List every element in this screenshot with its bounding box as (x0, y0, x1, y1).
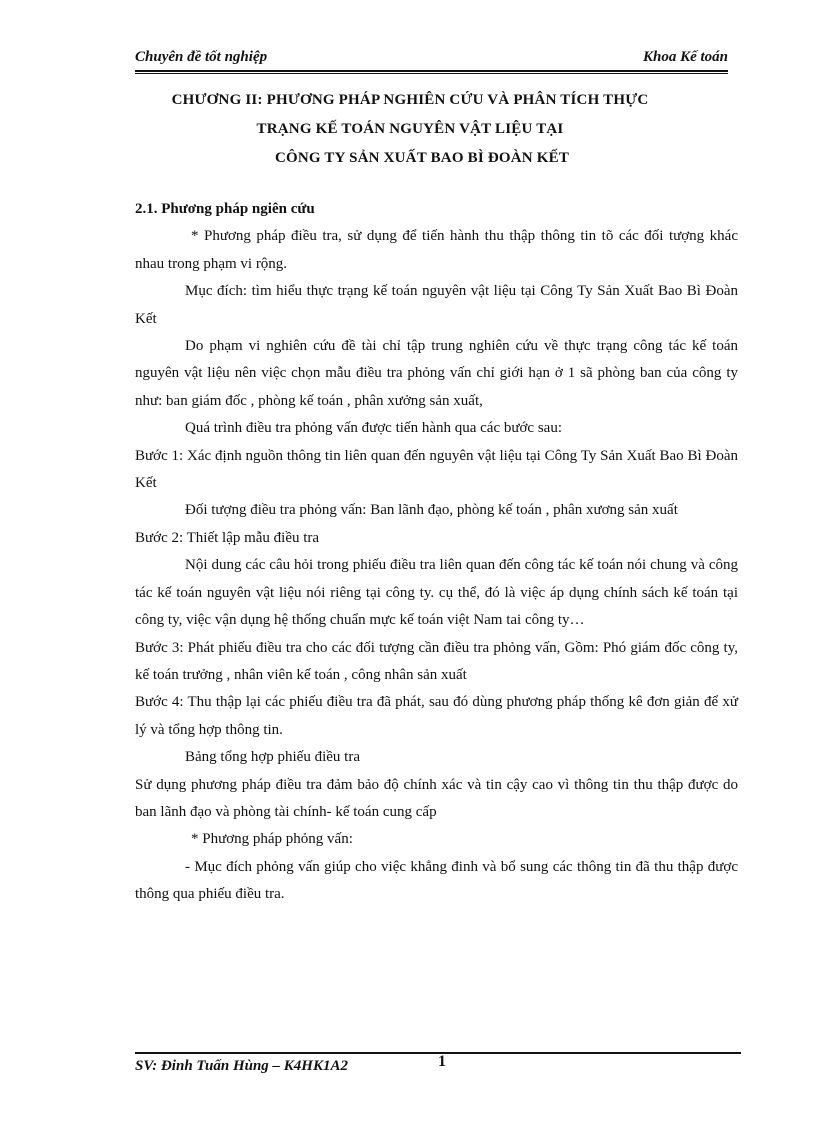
paragraph-step3: Bước 3: Phát phiếu điều tra cho các đối tượng cần điều tra phỏng vấn, Gồm: Phó giám đốc công ty, kế toán trưởng , nhân viên kế toán , công nhân sản xuất (135, 639, 738, 683)
paragraph-accuracy: Sử dụng phương pháp điều tra đảm bảo độ chính xác và tin cậy cao vì thông tin thu thập được do ban lãnh đạo và phòng tài chính- kế toán cung cấp (135, 776, 738, 820)
page-header (135, 46, 728, 70)
paragraph-survey-method: * Phương pháp điều tra, sử dụng để tiến hành thu thập thông tin tõ các đối tượng khác nhau trong phạm vi rộng. (135, 228, 738, 272)
header-left: Chuyên đề tốt nghiệp (135, 49, 268, 65)
paragraph-step4: Bước 4: Thu thập lại các phiếu điều tra đã phát, sau đó dùng phương pháp thống kê đơn giản để xử lý và tổng hợp thông tin. (135, 694, 738, 738)
footer-author: SV: Đinh Tuấn Hùng – K4HK1A2 (135, 1058, 348, 1074)
page-number: 1 (438, 1053, 446, 1070)
paragraph-purpose: Mục đích: tìm hiểu thực trạng kế toán nguyên vật liệu tại Công Ty Sản Xuất Bao Bì Đoàn Kết (135, 283, 738, 327)
paragraph-process: Quá trình điều tra phỏng vấn được tiến hành qua các bước sau: (185, 420, 563, 437)
paragraph-subjects: Đối tượng điều tra phỏng vấn: Ban lãnh đạo, phòng kế toán , phân xương sản xuất (185, 502, 678, 519)
paragraph-interview-method: * Phương pháp phỏng vấn: (191, 831, 353, 848)
paragraph-summary-table: Bảng tổng hợp phiếu điều tra (185, 749, 360, 766)
document-body (135, 196, 738, 909)
paragraph-step1: Bước 1: Xác định nguồn thông tin liên quan đến nguyên vật liệu tại Công Ty Sản Xuất Bao Bì Đoàn Kết (135, 447, 738, 492)
header-right: Khoa Kế toán (642, 49, 728, 65)
chapter-title-line2: TRẠNG KẾ TOÁN NGUYÊN VẬT LIỆU TẠI (256, 121, 564, 137)
paragraph-scope: Do phạm vi nghiên cứu đề tài chỉ tập trung nghiên cứu về thực trạng công tác kế toán nguyên vật liệu nên việc chọn mẫu điều tra phỏng vấn chỉ giới hạn ở 1 sã phòng ban của công ty như: ban giám đốc , phòng kế toán , phân xưởng sản xuất, (135, 338, 738, 409)
chapter-title (90, 86, 730, 173)
chapter-title-line1: CHƯƠNG II: PHƯƠNG PHÁP NGHIÊN CỨU VÀ PHÂN TÍCH THỰC (171, 92, 649, 108)
chapter-title-line3: CÔNG TY SẢN XUẤT BAO BÌ ĐOÀN KẾT (274, 150, 570, 166)
section-heading: 2.1. Phương pháp ngiên cứu (135, 201, 315, 217)
paragraph-step2: Bước 2: Thiết lập mẫu điều tra (135, 529, 320, 546)
paragraph-content: Nội dung các câu hỏi trong phiếu điều tra liên quan đến công tác kế toán nói chung và công tác kế toán nguyên vật liệu nói riêng tại công ty. cụ thể, đó là việc áp dụng chính sách kế toán tại công ty, việc vận dụng hệ thống chuẩn mực kế toán việt Nam tai công ty… (135, 557, 738, 629)
paragraph-interview-purpose: - Mục đích phỏng vấn giúp cho việc khẳng đinh và bổ sung các thông tin đã thu thập được thông qua phiếu điều tra. (135, 858, 738, 903)
header-rule (135, 70, 728, 74)
